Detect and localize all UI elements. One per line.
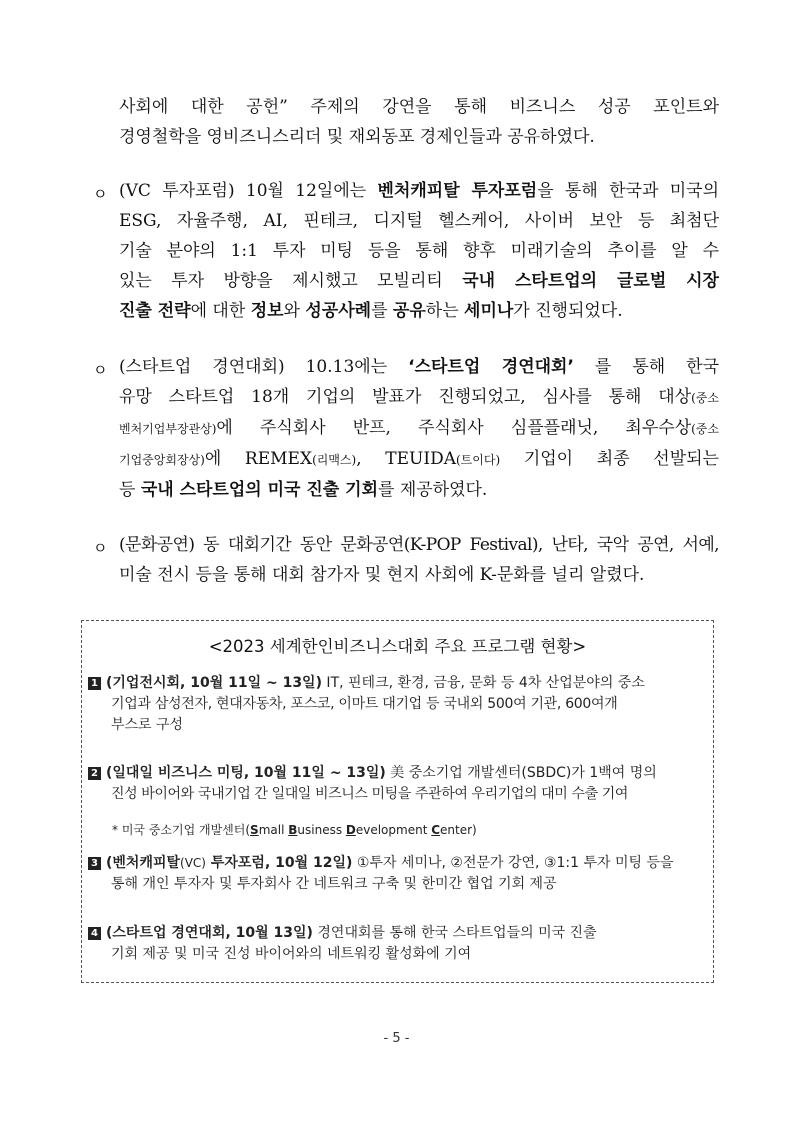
vc-line-1 [119,176,719,206]
text: 를 [371,301,393,321]
item-heading: (스타트업 경연대회, 10월 13일) [106,925,313,941]
item-text: 부스로 구성 [111,717,184,733]
startup-competition-paragraph [119,352,719,505]
text: 등 [119,480,141,500]
emphasis: 벤처캐피탈 투자포럼 [377,181,538,201]
vc-line-3: 기술 분야의 1:1 투자 미팅 등을 통해 향후 미래기술의 추이를 알 수 [119,241,719,261]
intro-line-2: 경영철학을 영비즈니스리더 및 재외동포 경제인들과 공유하였다. [119,127,595,147]
program-item-1 [88,673,708,736]
item-text: ①투자 세미나, ②전문가 강연, ③1:1 투자 미팅 등을 [352,855,674,871]
culture-line-2: 미술 전시 등을 통해 대회 참가자 및 현지 사회에 K-문화를 널리 알렸다. [119,565,645,585]
item-heading: (일대일 비즈니스 미팅, 10월 11일 ~ 13일) [106,765,386,781]
vc-line-4 [119,266,719,296]
text: 와 [283,301,306,321]
startup-line-4 [119,444,719,475]
note-text: * 미국 중소기업 개발센터( [112,823,251,837]
text: (VC 투자포럼) 10월 12일에는 [119,181,378,201]
text: 를 통해 한국 [573,357,719,377]
page-number: - 5 - [383,1031,410,1046]
startup-line-3 [119,413,719,444]
program-item-3 [88,853,708,895]
item-text: 美 중소기업 개발센터(SBDC)가 1백여 명의 [385,765,657,781]
bullet-marker: ㅇ [93,539,108,557]
emphasis: ‘스타트업 경연대회’ [408,357,574,377]
emphasis: 국내 스타트업의 글로벌 시장 [462,271,719,291]
emphasis: 성공사례 [305,301,372,321]
number-badge: 3 [88,857,101,870]
note-initial: C [431,823,441,837]
note-initial: B [288,823,298,837]
item-heading: 투자포럼, 10월 12일) [205,855,353,871]
note-initial: D [345,823,356,837]
sbdc-footnote [112,821,477,838]
program-item-4 [88,923,708,965]
emphasis: 진출 전략 [119,301,191,321]
item-text: 기회 제공 및 미국 진성 바이어와의 네트워킹 활성화에 기여 [111,946,472,962]
number-badge: 4 [88,927,101,940]
small-text: (중소 [691,391,719,405]
emphasis: 국내 스타트업의 미국 진출 기회 [140,480,378,500]
text: 가 진행되었다. [513,301,623,321]
intro-paragraph [119,92,719,152]
small-text: 벤처기업부장관상) [119,422,217,436]
text: 있는 투자 방향을 제시했고 모빌리티 [119,271,463,291]
text: 기업이 최종 선발되는 [500,449,719,469]
culture-paragraph [119,530,719,590]
box-title: <2023 세계한인비즈니스대회 주요 프로그램 현황> [208,637,587,656]
note-initial: S [250,823,259,837]
text: 에 대한 [190,301,251,321]
text: 를 제공하였다. [378,480,488,500]
emphasis: 공유 [392,301,426,321]
text: 하는 [425,301,465,321]
startup-line-2 [119,382,719,413]
intro-line-1: 사회에 대한 공헌” 주제의 강연을 통해 비즈니스 성공 포인트와 [119,97,719,117]
item-text: 통해 개인 투자자 및 투자회사 간 네트워크 구축 및 한미간 협업 기회 제공 [111,876,557,892]
bullet-marker: ㅇ [93,361,108,379]
vc-line-2: ESG, 자율주행, AI, 핀테크, 디지털 헬스케어, 사이버 보안 등 최첨단 [119,211,719,231]
emphasis: 세미나 [464,301,514,321]
text: , TEUIDA [356,449,456,469]
small-text: (중소 [691,422,719,436]
item-heading-small: (VC) [180,856,206,870]
item-text: 기업과 삼성전자, 현대자동차, 포스코, 이마트 대기업 등 국내외 500여 기관, 600여개 [111,696,618,712]
item-text: 진성 바이어와 국내기업 간 일대일 비즈니스 미팅을 주관하여 우리기업의 대미 수출 기여 [111,786,629,802]
small-text: (리맥스) [312,453,357,467]
item-text: 경연대회를 통해 한국 스타트업들의 미국 진출 [312,925,597,941]
text: 을 통해 한국과 미국의 [537,181,719,201]
culture-line-1: (문화공연) 동 대회기간 동안 문화공연(K-POP Festival), 난타, 국악 공연, 서예, [119,535,719,555]
text: 에 주식회사 반프, 주식회사 심플플래닛, 최우수상 [216,418,692,438]
item-heading: (벤처캐피탈 [106,855,181,871]
number-badge: 1 [88,677,101,690]
bullet-marker: ㅇ [93,185,108,203]
startup-line-1 [119,352,719,382]
item-text: IT, 핀테크, 환경, 금융, 문화 등 4차 산업분야의 중소 [321,675,645,691]
item-heading: (기업전시회, 10월 11일 ~ 13일) [106,675,322,691]
note-text: usiness [297,823,346,837]
vc-forum-paragraph [119,176,719,326]
vc-line-5 [119,296,719,326]
number-badge: 2 [88,767,101,780]
text: 유망 스타트업 18개 기업의 발표가 진행되었고, 심사를 통해 대상 [119,387,692,407]
small-text: (트이다) [456,453,501,467]
text: (스타트업 경연대회) 10.13에는 [119,357,409,377]
program-summary-box [81,620,714,983]
note-text: enter) [440,823,477,837]
program-item-2 [88,763,708,805]
small-text: 기업중앙회장상) [119,453,205,467]
startup-line-5 [119,475,719,505]
emphasis: 정보 [250,301,284,321]
note-text: mall [258,823,289,837]
note-text: evelopment [355,823,432,837]
text: 에 REMEX [204,449,313,469]
